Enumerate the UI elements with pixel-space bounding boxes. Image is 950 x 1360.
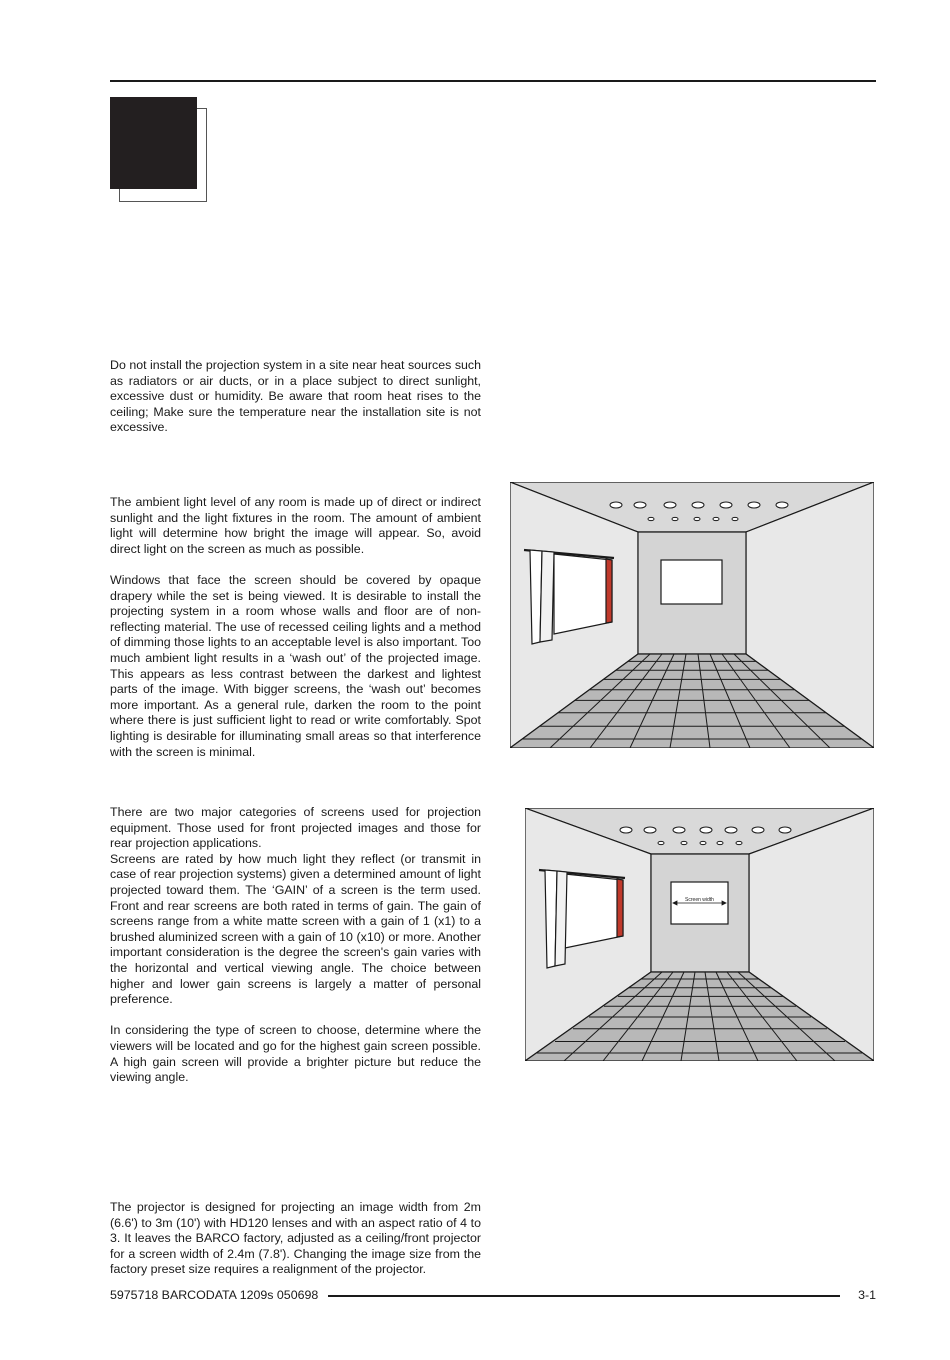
document-reference: 5975718 BARCODATA 1209s 050698: [110, 1288, 319, 1302]
ambient-light-section: [110, 495, 481, 760]
size-paragraph: The projector is designed for projecting an image width from 2m (6.6') to 3m (10') with HD120 lenses and with an aspect ratio of 4 to 3. It leaves the BARCO factory, adjusted as a ceiling/front projector for a screen width of 2.4m (7.8'). Changing the image size from the factory preset size requires a realignment of the projector.: [110, 1200, 481, 1277]
screen-size-section: [110, 1200, 481, 1278]
header-rule: [110, 80, 876, 82]
screens-paragraph-1: There are two major categories of screens used for projection equipment. Those used for front projected images and those for rear projection applications. Screens are rated by how much light they reflect (or transmit in case of rear projection systems) given a determined amount of light projected toward them. The ‘GAIN’ of a screen is the term used. Front and rear screens are both rated in terms of gain. The gain of screens range from a white matte screen with a gain of 1 (x1) to a brushed aluminized screen with a gain of 10 (x10) or more. Another important consideration is the degree the screen's gain varies with the horizontal and vertical viewing angle. The choice between higher and lower gain screens is largely a matter of personal preference.: [110, 805, 481, 1007]
screen-width-label: Screen width: [685, 897, 714, 903]
ambient-paragraph-1: The ambient light level of any room is made up of direct or indirect sunlight and the light fixtures in the room. The amount of ambient light will determine how bright the image will appear. So, avoid direct light on the screen as much as possible.: [110, 495, 481, 556]
ambient-paragraph-2: Windows that face the screen should be covered by opaque drapery while the set is being viewed. It is desirable to install the projecting system in a room whose walls and floor are of non-reflecting material. The use of recessed ceiling lights and a method of dimming those lights to an acceptable level is also important. Too much ambient light results in a ‘wash out’ of the projected image. This appears as less contrast between the darkest and lightest parts of the image. With bigger screens, the ‘wash out’ becomes more important. As a general rule, darken the room to the point where there is just sufficient light to read or write comfortably. Spot lighting is desirable for illuminating small areas so that interference with the screen is minimal.: [110, 572, 481, 759]
page-number: 3-1: [858, 1288, 876, 1302]
screen-type-section: [110, 805, 481, 1086]
environment-section: [110, 358, 481, 436]
room-illustration-1: [510, 482, 874, 748]
footer-rule: [328, 1295, 840, 1297]
chapter-tab: [110, 97, 197, 189]
screens-paragraph-2: In considering the type of screen to choose, determine where the viewers will be located and go for the highest gain screen possible. A high gain screen will provide a brighter picture but reduce the viewing angle.: [110, 1023, 481, 1085]
environment-paragraph: Do not install the projection system in a site near heat sources such as radiators or air ducts, or in a place subject to direct sunlight, excessive dust or humidity. Be aware that room heat rises to the ceiling; Make sure the temperature near the installation site is not excessive.: [110, 358, 481, 435]
room-illustration-2: [525, 808, 874, 1061]
wall-screen: [661, 560, 722, 604]
page-footer: [110, 1287, 876, 1303]
